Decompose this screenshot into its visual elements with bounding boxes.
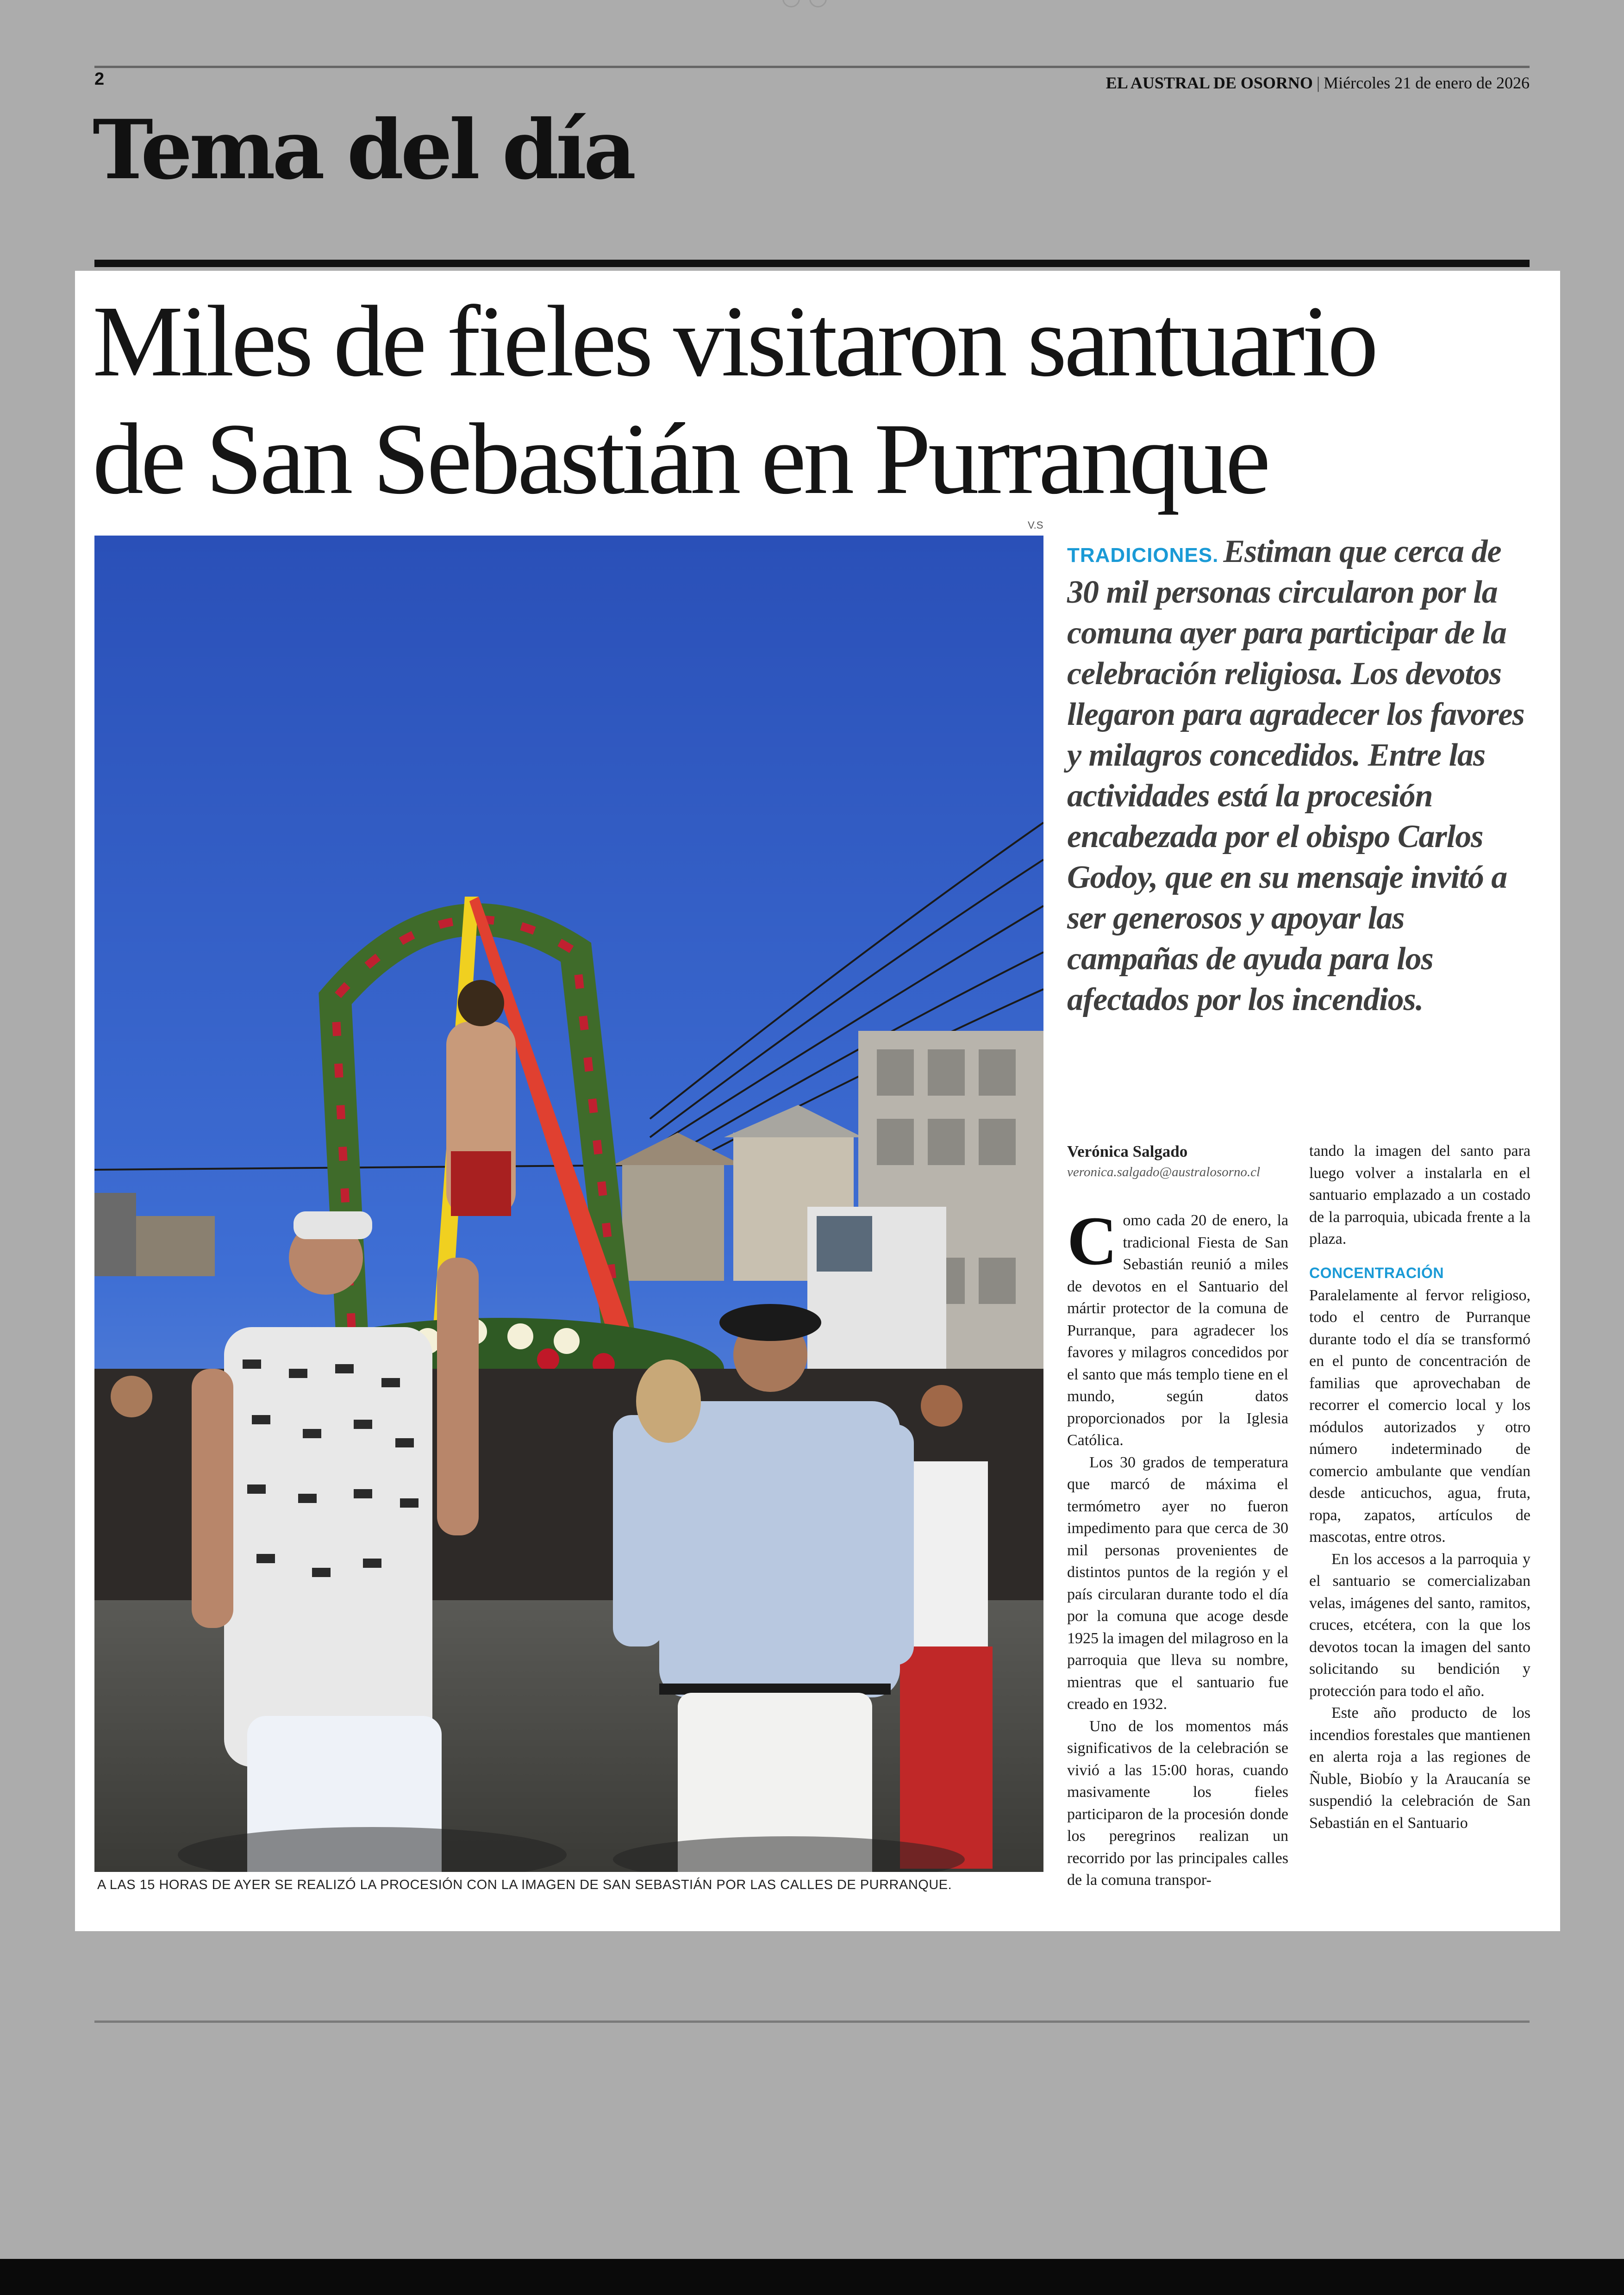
body-paragraph bbox=[1067, 1203, 1288, 1452]
bottom-rule bbox=[94, 2021, 1530, 2023]
page-number: 2 bbox=[94, 69, 105, 89]
headline bbox=[93, 282, 1537, 518]
photo-caption: A LAS 15 HORAS DE AYER SE REALIZÓ LA PROCESIÓN CON LA IMAGEN DE SAN SEBASTIÁN POR LAS CALLES DE PURRANQUE. bbox=[97, 1877, 952, 1892]
lead-paragraph bbox=[1067, 531, 1530, 1020]
body-paragraph: tando la imagen del santo para luego volver a instalarla en el santuario emplazado a un costado de la parroquia, ubicada frente a la plaza. bbox=[1309, 1142, 1530, 1247]
body-paragraph: Los 30 grados de temperatura que marcó de máxima el termómetro ayer no fueron impedimento para que cerca de 30 mil personas provenientes de distintos puntos de la región y el país circularan durante todo el día por la comuna que acoge desde 1925 la imagen del milagroso en la parroquia que lleva su nombre, mientras que el santuario fue creado en 1932. bbox=[1067, 1453, 1288, 1713]
procession-photo bbox=[94, 536, 1043, 1872]
lead-kicker: TRADICIONES. bbox=[1067, 544, 1219, 567]
body-text: omo cada 20 de enero, la tradicional Fiesta de San Sebastián reunió a miles de devotos en el Santuario del mártir protector de la comuna de Purranque, para agradecer los favores y milagros concedidos por el santo que más templo tiene en el mundo, según datos proporcionados por la Iglesia Católica. bbox=[1067, 1212, 1288, 1449]
issue-date: Miércoles 21 de enero de 2026 bbox=[1324, 74, 1530, 92]
body-paragraph: Este año producto de los incendios forestales que mantienen en alerta roja a las regiones de Ñuble, Biobío y la Araucanía se suspendió la celebración de San Sebastián en el Santuario bbox=[1309, 1704, 1530, 1832]
body-paragraph: Paralelamente al fervor religioso, todo el centro de Purranque durante todo el día se transformó en el punto de concentración de familias que aprovechaban de recorrer el comercio local y los módulos autorizados y otro número indeterminado de comercio ambulante que vendían desde anticuchos, agua, fruta, ropa, zapatos, artículos de mascotas, entre otros. bbox=[1309, 1286, 1530, 1546]
body-paragraph: Uno de los momentos más significativos de la celebración se vivió a las 15:00 horas, cuando masivamente los fieles participaron de la procesión donde los peregrinos realizan un recorrido por las principales calles de la comuna transpor- bbox=[1067, 1717, 1288, 1889]
headline-line-2: de San Sebastián en Purranque bbox=[93, 402, 1268, 515]
top-rule bbox=[94, 66, 1530, 68]
section-title: Tema del día bbox=[93, 102, 633, 198]
footer-bar bbox=[0, 2259, 1624, 2295]
drop-cap: C bbox=[1067, 1203, 1118, 1279]
section-rule bbox=[94, 260, 1530, 267]
masthead-separator: | bbox=[1316, 74, 1320, 92]
newspaper-name: EL AUSTRAL DE OSORNO bbox=[1106, 74, 1313, 92]
body-paragraph: En los accesos a la parroquia y el santuario se comercializaban velas, imágenes del santo, ramitos, cruces, etcétera, con la que los devotos tocan la imagen del santo solicitando su bendición y protección para todo el año. bbox=[1309, 1550, 1530, 1700]
subhead: CONCENTRACIÓN bbox=[1309, 1264, 1444, 1281]
masthead-info bbox=[1106, 73, 1530, 93]
lead-text: Estiman que cerca de 30 mil personas circularon por la comuna ayer para participar de la celebración religiosa. Los devotos llegaron para agradecer los favores y milagros concedidos. Entre las actividades está la procesión encabezada por el obispo Carlos Godoy, que en su mensaje invitó a ser generosos y apoyar las campañas de ayuda para los afectados por los incendios. bbox=[1067, 534, 1524, 1017]
pager-next-dot[interactable] bbox=[809, 0, 827, 7]
body-column-1 bbox=[1067, 1203, 1288, 1904]
pager-dots[interactable] bbox=[782, 0, 843, 13]
pager-prev-dot[interactable] bbox=[782, 0, 800, 7]
headline-line-1: Miles de fieles visitaron santuario bbox=[93, 285, 1376, 398]
byline-author: Verónica Salgado bbox=[1067, 1142, 1188, 1160]
photo-credit: V.S bbox=[1028, 519, 1043, 531]
body-column-2 bbox=[1309, 1140, 1530, 1904]
byline-email[interactable]: veronica.salgado@australosorno.cl bbox=[1067, 1165, 1261, 1179]
